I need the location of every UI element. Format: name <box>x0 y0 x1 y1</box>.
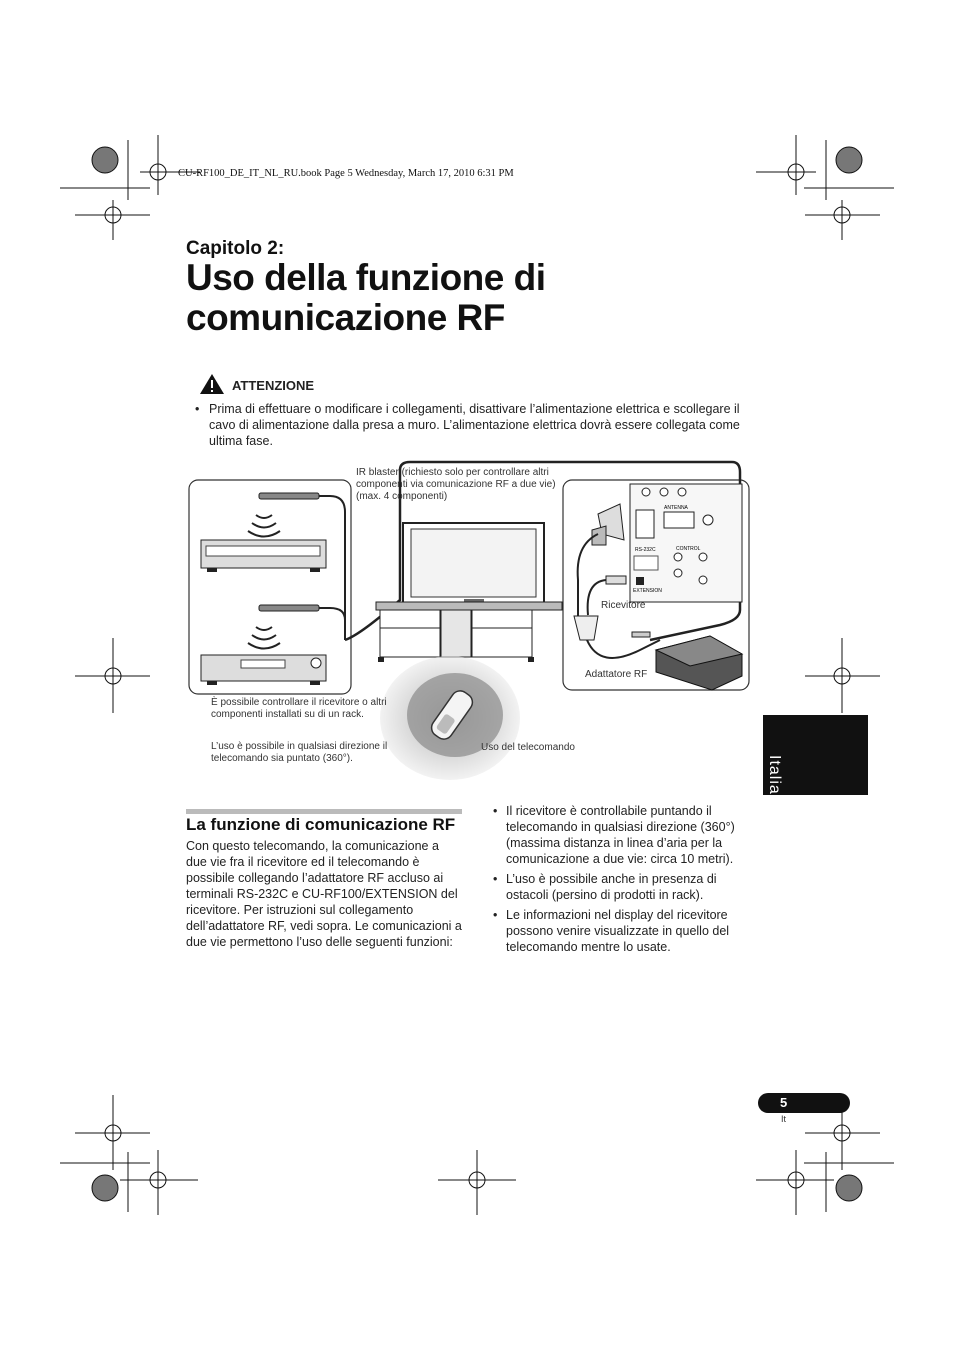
chapter-label: Capitolo 2: <box>186 238 285 259</box>
rf-adapter-label: Adattatore RF <box>585 669 648 680</box>
caution-label: ATTENZIONE <box>232 378 315 393</box>
tv-stand <box>376 602 562 662</box>
rack-note: È possibile controllare il ricevitore o altri componenti installati su di un rack. <box>211 697 387 720</box>
language-tab <box>763 715 868 815</box>
list-item <box>493 803 761 867</box>
bullet-icon: • <box>493 908 498 922</box>
diagram <box>189 462 749 780</box>
list-item-text: Le informazioni nel display del ricevitore possono venire visualizzate in quello del telecomando mentre lo usate. <box>506 908 730 954</box>
registration-mark-ml <box>75 638 150 713</box>
bullet-icon: • <box>195 402 200 416</box>
panel-extension-label: EXTENSION <box>633 588 662 594</box>
registration-mark-bl <box>60 1095 198 1215</box>
book-header-line: CU-RF100_DE_IT_NL_RU.book Page 5 Wednesday, March 17, 2010 6:31 PM <box>178 168 514 179</box>
section-title: La funzione di comunicazione RF <box>186 815 456 834</box>
tv-device <box>403 523 544 608</box>
bluray-player-device <box>201 540 326 572</box>
panel-rs232c-label: RS-232C <box>635 547 656 553</box>
direction-note: L’uso è possibile in qualsiasi direzione il telecomando sia puntato (360°). <box>211 741 388 764</box>
registration-mark-tl <box>60 135 200 240</box>
feature-list <box>493 803 761 959</box>
remote-use-label: Uso del telecomando <box>481 742 575 753</box>
caution-text: Prima di effettuare o modificare i collegamenti, disattivare l’alimentazione elettrica e scollegare il cavo di alimentazione dalla presa a muro. L’alimentazione elettrica dovrà essere collegata come ultima fase. <box>209 402 740 448</box>
panel-antenna-label: ANTENNA <box>664 505 688 511</box>
registration-mark-bc <box>438 1150 516 1215</box>
section-paragraph: Con questo telecomando, la comunicazione a due vie fra il ricevitore ed il telecomando è possibile collegando l’adattatore RF accluso ai terminali RS-232C e CU-RF100/EXTENSION del ricevitore. Per istruzioni sul collegamento dell’adattatore RF, vedi sopra. Le comunicazioni a due vie permettono l’uso delle seguenti funzioni: <box>186 839 462 949</box>
page-lang-code: It <box>781 1114 787 1124</box>
caution-body <box>195 401 760 449</box>
page-title-line2: comunicazione RF <box>186 297 505 338</box>
page-number: 5 <box>780 1095 788 1110</box>
receiver-label: Ricevitore <box>601 600 646 611</box>
list-item-text: L’uso è possibile anche in presenza di ostacoli (persino di prodotti in rack). <box>506 872 717 902</box>
list-item-text: Il ricevitore è controllabile puntando il telecomando in qualsiasi direzione (360°) (massima distanza in linea d’aria per la comunicazione a due vie: circa 10 metri). <box>506 804 735 866</box>
registration-mark-mr <box>805 638 880 713</box>
registration-mark-br <box>756 1095 894 1215</box>
dvd-recorder-device <box>201 655 326 685</box>
warning-icon <box>200 374 224 394</box>
section-rule <box>186 809 462 814</box>
language-tab-label: Italiano <box>766 755 783 815</box>
ir-blaster-label: IR blaster (richiesto solo per controllare altri componenti via comunicazione RF a due vie) (max. 4 componenti) <box>356 467 556 502</box>
page-title <box>186 258 546 338</box>
list-item <box>493 907 761 955</box>
page-number-badge <box>758 1093 850 1113</box>
registration-mark-tr <box>756 135 894 240</box>
bullet-icon: • <box>493 804 498 818</box>
bullet-icon: • <box>493 872 498 886</box>
page-title-line1: Uso della funzione di <box>186 257 546 298</box>
receiver-rear-panel <box>630 484 742 602</box>
list-item <box>493 871 761 903</box>
panel-control-label: CONTROL <box>676 546 701 552</box>
